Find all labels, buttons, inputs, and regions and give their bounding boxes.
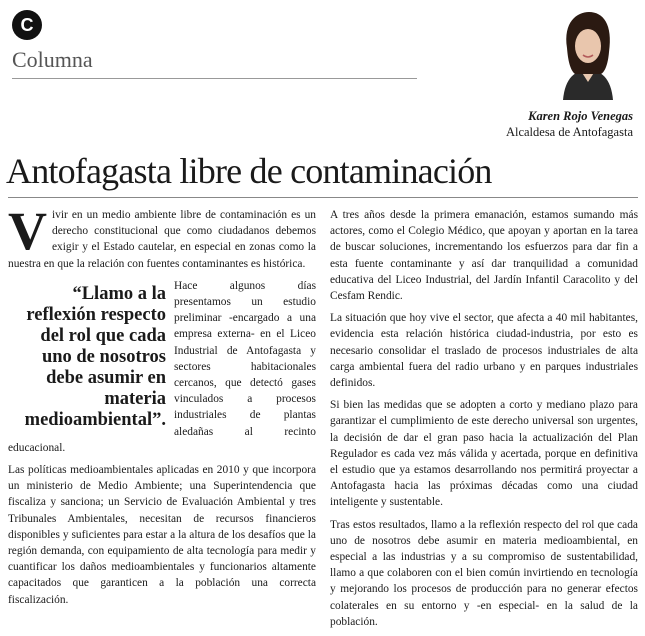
- paragraph: La situación que hoy vive el sector, que afecta a 40 mil habitantes, evidencia esta relación histórica ciudad-industria, por esto es necesario consolidar el traslado de procesos industriales de alta carga ambiental fuera del radio urbano y en parques industriales definidos.: [330, 312, 638, 390]
- author-name: Karen Rojo Venegas: [528, 109, 633, 123]
- drop-cap: V: [8, 201, 47, 261]
- author-role: Alcaldesa de Antofagasta: [505, 125, 633, 139]
- section-divider: [12, 78, 417, 79]
- article-column-1: [8, 201, 316, 614]
- paragraph: Tras estos resultados, llamo a la reflexión respecto del rol que cada uno de nosotros debe asumir en materia medioambiental, en especial a las industrias y a su compromiso de sustentabilidad, llamo a que colaboren con el bien común invirtiendo en tecnología y mejorando los procesos de producción para no generar efectos colaterales en su entorno y -en especial- en la salud de la población.: [330, 518, 638, 628]
- author-photo: [553, 8, 623, 100]
- section-badge: C: [12, 10, 42, 40]
- paragraph: A tres años desde la primera emanación, estamos sumando más actores, como el Colegio Médico, que apoyan y aportan en la tarea de buscar soluciones, incrementando los esfuerzos para dar fin a esta fuente contaminante y así dar tranquilidad a comunidad educativa del Liceo Industrial, del Jardín Infantil Caracolito y del Cesfam Rendic.: [330, 209, 638, 303]
- headline-divider: [8, 197, 638, 198]
- author-block: [506, 108, 633, 140]
- headline: Antofagasta libre de contaminación: [6, 151, 492, 191]
- portrait-icon: [553, 8, 623, 100]
- paragraph: Las políticas medioambientales aplicadas en 2010 y que incorpora un ministerio de Medio Ambiente; una Superintendencia que fiscaliza y sanciona; un Servicio de Evaluación Ambiental y tres Tribunales Ambientales, necesitan de recursos financieros disponibles y suficientes para estar a la altura de los desafíos que la región demanda, con equipamiento de alta tecnología para medir y cuantificar los daños medioambientales y funcionarios altamente capacitados que garanticen a la población una correcta fiscalización.: [8, 464, 316, 606]
- paragraph-lead-text: ivir en un medio ambiente libre de contaminación es un derecho constitucional que como ciudadanos debemos exigir y el Estado cautelar, en especial en zonas como la nuestra en que la relación con fuentes contaminantes es histórica.: [8, 209, 316, 270]
- paragraph: [8, 201, 316, 272]
- section-label: Columna: [12, 47, 93, 72]
- article-column-2: [330, 207, 638, 636]
- paragraph: Si bien las medidas que se adopten a corto y mediano plazo para garantizar el cumplimiento de este derecho universal son urgentes, la decisión de dar el gran paso hacia la actualización del Plan Regulador es cada vez más válida y acertada, porque en definitiva el estudio que ya estamos desarrollando nos permitirá proyectar a Antofagasta hacia las próximas décadas como una ciudad inteligente y sustentable.: [330, 399, 638, 509]
- pull-quote: “Llamo a la reflexión respecto del rol que cada uno de nosotros debe asumir en materia medioambiental”.: [24, 283, 166, 430]
- paragraph: Hace algunos días presentamos un estudio preliminar -encargado a una empresa externa- en el Liceo Industrial de Antofagasta y sectores habitacionales cercanos, que detectó gases vinculados a procesos industriales de plantas aledañas al recinto educacional.: [8, 279, 316, 454]
